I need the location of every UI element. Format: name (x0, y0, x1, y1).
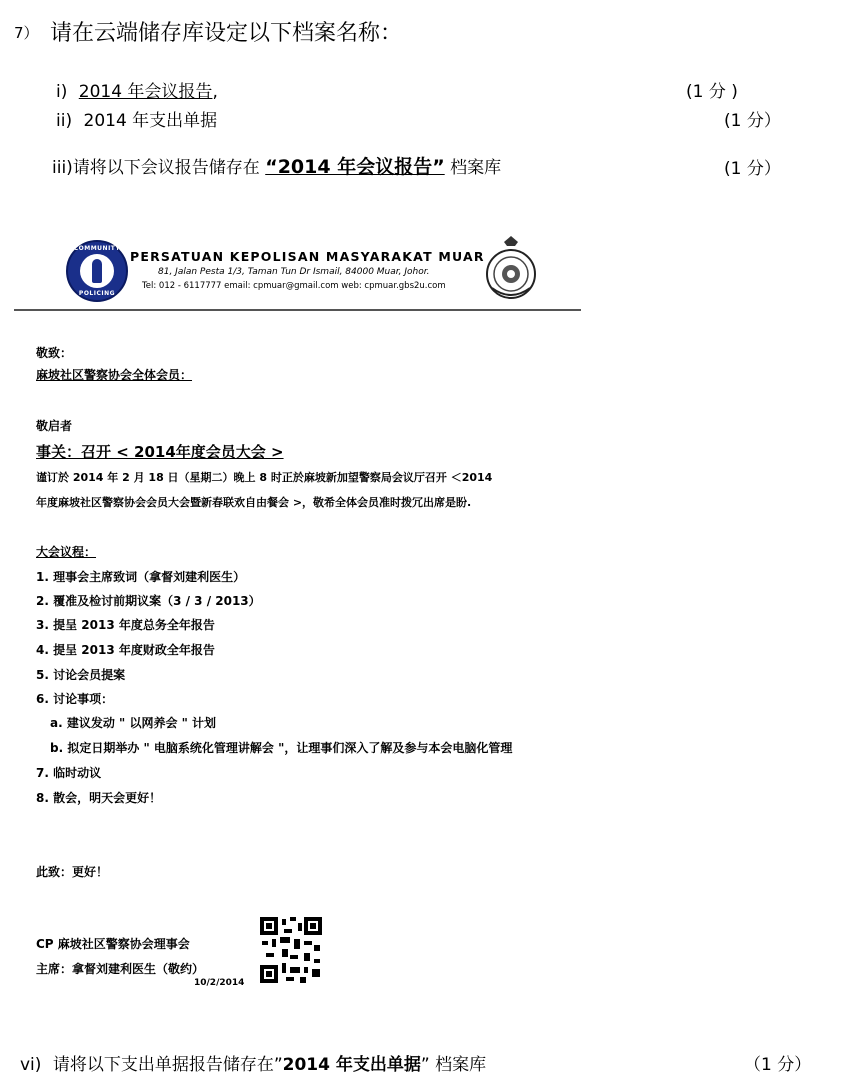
footer-text-after: ” 档案库 (420, 1055, 487, 1075)
agenda-item: 1. 理事会主席致词（拿督刘建利医生） (36, 570, 246, 584)
footer-prefix: vi) (20, 1055, 42, 1075)
item-2-mark: (1 分） (724, 111, 781, 131)
letter-body-line-1: 谨订於 2014 年 2 月 18 日（星期二）晚上 8 时正於麻坡新加望警察局会议厅召开 ＜2014 (36, 471, 493, 484)
item-3-prefix: iii) (52, 158, 73, 178)
footer-mark: （1 分） (744, 1055, 812, 1075)
org-contact: Tel: 012 - 6117777 email: cpmuar@gmail.com web: cpmuar.gbs2u.com (142, 281, 446, 291)
letter-to-2: 麻坡社区警察协会全体会员： (36, 368, 193, 382)
agenda-item: 8. 散会，明天会更好！ (36, 791, 162, 805)
community-policing-logo (66, 240, 128, 302)
item-1-suffix: , (212, 82, 218, 102)
agenda-title: 大会议程： (36, 545, 97, 559)
org-name: PERSATUAN KEPOLISAN MASYARAKAT MUAR (130, 249, 485, 264)
agenda-item: 4. 提呈 2013 年度财政全年报告 (36, 643, 215, 657)
footer-text-before: 请将以下支出单据报告储存在” (52, 1055, 283, 1075)
footer-question (20, 1050, 486, 1075)
agenda-item: 5. 讨论会员提案 (36, 668, 126, 682)
letter-body-line-2: 年度麻坡社区警察协会会员大会暨新春联欢自由餐会 >，敬希全体会员准时拨冗出席是盼. (36, 496, 472, 509)
item-1 (56, 77, 218, 102)
question-title: 请在云端储存库设定以下档案名称： (50, 21, 403, 46)
letter-salutation: 敬启者 (36, 419, 73, 433)
letter-signature-1: CP 麻坡社区警察协会理事会 (36, 937, 190, 951)
item-3-quoted: “2014 年会议报告” (265, 156, 445, 178)
agenda-item: 6. 讨论事项： (36, 692, 114, 706)
item-3 (52, 152, 501, 179)
letterhead-divider (14, 309, 581, 311)
item-1-text: 2014 年会议报告 (78, 82, 213, 102)
police-crest-icon (484, 236, 538, 302)
letter-date: 10/2/2014 (194, 978, 245, 988)
letter-closing: 此致：更好！ (36, 865, 109, 879)
org-address: 81, Jalan Pesta 1/3, Taman Tun Dr Ismail, 84000 Muar, Johor. (158, 267, 430, 277)
qr-code-icon (260, 917, 322, 983)
item-3-text-before: 请将以下会议报告储存在 (72, 158, 260, 178)
letter-subject: 事关：召开 < 2014年度会员大会 > (36, 443, 284, 461)
item-3-mark: (1 分） (724, 159, 781, 179)
agenda-item: 2. 覆准及检讨前期议案（3 / 3 / 2013） (36, 594, 261, 608)
agenda-sub-item: b. 拟定日期举办 " 电脑系统化管理讲解会 "，让理事们深入了解及参与本会电脑化管理 (50, 741, 513, 755)
agenda-item: 7. 临时动议 (36, 766, 102, 780)
question-number: 7） (14, 24, 39, 42)
logo-ring-text-top: COMMUNITY (73, 245, 121, 252)
item-3-text-after: 档案库 (450, 158, 502, 178)
letter-signature-2: 主席：拿督刘建利医生（敬约） (36, 962, 205, 976)
agenda-item: 3. 提呈 2013 年度总务全年报告 (36, 618, 215, 632)
footer-bold: 2014 年支出单据 (282, 1055, 421, 1075)
item-2 (56, 106, 217, 131)
logo-ring-text-bottom: POLICING (78, 290, 116, 297)
agenda-sub-item: a. 建议发动 " 以网养会 " 计划 (50, 716, 217, 730)
letter-to-1: 敬致： (36, 346, 73, 360)
item-2-prefix: ii) (56, 111, 73, 131)
item-2-text: 2014 年支出单据 (83, 111, 218, 131)
item-1-mark: (1 分 ) (686, 82, 738, 102)
item-1-prefix: i) (56, 82, 68, 102)
